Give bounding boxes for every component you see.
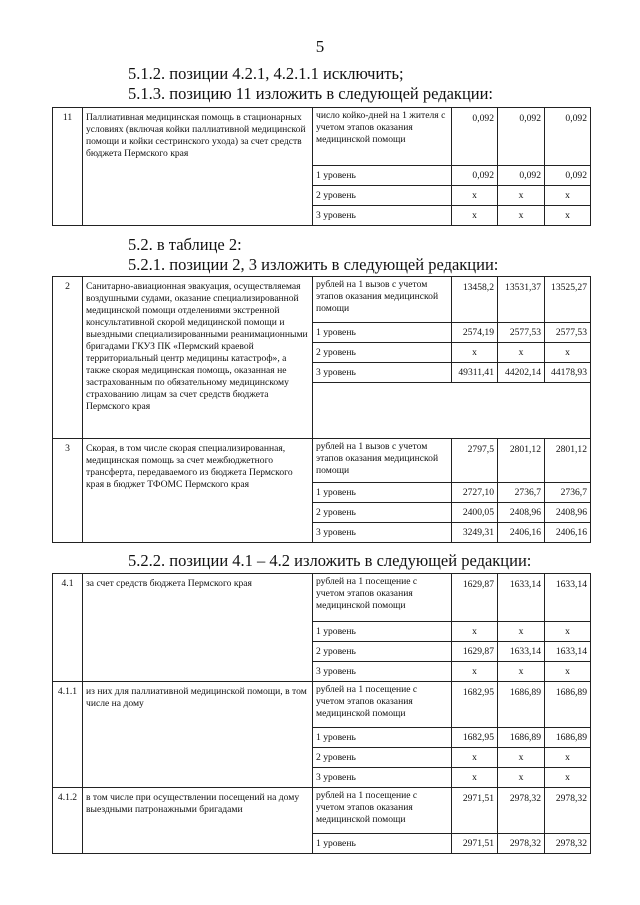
value-cell: х xyxy=(498,206,545,226)
heading-5-1-3: 5.1.3. позицию 11 изложить в следующей редакции: xyxy=(128,84,494,103)
value-cell: 2978,32 xyxy=(545,834,591,854)
row-number: 4.1 xyxy=(53,574,83,682)
value-cell: 2400,05 xyxy=(452,503,498,523)
level-label: 2 уровень xyxy=(313,186,452,206)
empty-cell xyxy=(313,383,591,439)
value-cell: 2406,16 xyxy=(545,523,591,543)
value-cell: х xyxy=(498,186,545,206)
table-row xyxy=(53,277,591,323)
value-cell: 0,092 xyxy=(452,166,498,186)
value-cell: х xyxy=(498,343,545,363)
heading-5-2-2: 5.2.2. позиции 4.1 – 4.2 изложить в следующей редакции: xyxy=(128,551,532,570)
table-row xyxy=(53,788,591,834)
value-cell: 2406,16 xyxy=(498,523,545,543)
value-cell: 3249,31 xyxy=(452,523,498,543)
value-cell: 1629,87 xyxy=(452,642,498,662)
heading-5-2-1: 5.2.1. позиции 2, 3 изложить в следующей редакции: xyxy=(128,255,499,274)
table-positions-2-3 xyxy=(52,276,591,543)
level-label: 1 уровень xyxy=(313,834,452,854)
unit-label: рублей на 1 вызов с учетом этапов оказания медицинской помощи xyxy=(313,439,452,483)
unit-label: число койко-дней на 1 жителя с учетом этапов оказания медицинской помощи xyxy=(313,108,452,166)
table-row xyxy=(53,108,591,166)
level-label: 3 уровень xyxy=(313,523,452,543)
value-cell: х xyxy=(498,622,545,642)
row-description: Скорая, в том числе скорая специализированная, медицинская помощь за счет межбюджетного трансферта, передаваемого из бюджета Пермского края в бюджет ТФОМС Пермского края xyxy=(83,439,313,543)
value-cell: х xyxy=(545,768,591,788)
value-cell: х xyxy=(545,343,591,363)
row-number: 3 xyxy=(53,439,83,543)
value-cell: 1633,14 xyxy=(545,574,591,622)
value-cell: 1629,87 xyxy=(452,574,498,622)
unit-label: рублей на 1 посещение с учетом этапов оказания медицинской помощи xyxy=(313,788,452,834)
level-label: 1 уровень xyxy=(313,166,452,186)
value-cell: 1633,14 xyxy=(545,642,591,662)
row-description: из них для паллиативной медицинской помощи, в том числе на дому xyxy=(83,682,313,788)
value-cell: 2978,32 xyxy=(498,834,545,854)
value-cell: 1682,95 xyxy=(452,728,498,748)
value-cell: х xyxy=(452,662,498,682)
value-cell: 2574,19 xyxy=(452,323,498,343)
row-number: 11 xyxy=(53,108,83,226)
level-label: 1 уровень xyxy=(313,323,452,343)
value-cell: 2801,12 xyxy=(498,439,545,483)
value-cell: 0,092 xyxy=(498,166,545,186)
value-cell: 1686,89 xyxy=(545,728,591,748)
level-label: 3 уровень xyxy=(313,768,452,788)
table-position-11 xyxy=(52,107,591,226)
value-cell: 13525,27 xyxy=(545,277,591,323)
value-cell: х xyxy=(545,622,591,642)
row-description: Санитарно-авиационная эвакуация, осуществляемая воздушными судами, оказание специализированной медицинской помощи отделениями экстренной консультативной скорой медицинской помощи и выездными специализированными реанимационными бригадами ГКУЗ ПК «Пермский краевой территориальный центр медицины катастроф», а также скорая медицинская помощь, оказанная не застрахованным по обязательному медицинскому страхованию лицам за счет средств бюджета Пермского края xyxy=(83,277,313,439)
level-label: 2 уровень xyxy=(313,503,452,523)
row-description: Паллиативная медицинская помощь в стационарных условиях (включая койки паллиативной медицинской помощи и койки сестринского ухода) за счет средств бюджета Пермского края xyxy=(83,108,313,226)
value-cell: х xyxy=(452,343,498,363)
level-label: 1 уровень xyxy=(313,483,452,503)
value-cell: х xyxy=(452,748,498,768)
value-cell: 13458,2 xyxy=(452,277,498,323)
value-cell: х xyxy=(452,206,498,226)
value-cell: 2577,53 xyxy=(498,323,545,343)
value-cell: 2797,5 xyxy=(452,439,498,483)
row-number: 4.1.2 xyxy=(53,788,83,854)
value-cell: 0,092 xyxy=(545,108,591,166)
value-cell: 2971,51 xyxy=(452,788,498,834)
value-cell: 2736,7 xyxy=(498,483,545,503)
value-cell: х xyxy=(498,748,545,768)
value-cell: 2736,7 xyxy=(545,483,591,503)
value-cell: 1682,95 xyxy=(452,682,498,728)
value-cell: х xyxy=(545,186,591,206)
value-cell: 2408,96 xyxy=(545,503,591,523)
value-cell: 2971,51 xyxy=(452,834,498,854)
value-cell: 44178,93 xyxy=(545,363,591,383)
row-description: в том числе при осуществлении посещений на дому выездными патронажными бригадами xyxy=(83,788,313,854)
level-label: 2 уровень xyxy=(313,748,452,768)
value-cell: 0,092 xyxy=(498,108,545,166)
value-cell: 1633,14 xyxy=(498,642,545,662)
level-label: 3 уровень xyxy=(313,363,452,383)
value-cell: 2577,53 xyxy=(545,323,591,343)
value-cell: 2408,96 xyxy=(498,503,545,523)
value-cell: 1686,89 xyxy=(545,682,591,728)
table-positions-4-1 xyxy=(52,573,591,854)
heading-5-1-2: 5.1.2. позиции 4.2.1, 4.2.1.1 исключить; xyxy=(128,64,404,83)
value-cell: х xyxy=(452,186,498,206)
value-cell: 2727,10 xyxy=(452,483,498,503)
value-cell: 0,092 xyxy=(452,108,498,166)
value-cell: х xyxy=(452,622,498,642)
unit-label: рублей на 1 посещение с учетом этапов оказания медицинской помощи xyxy=(313,682,452,728)
value-cell: х xyxy=(498,768,545,788)
heading-5-2: 5.2. в таблице 2: xyxy=(128,235,242,254)
value-cell: 13531,37 xyxy=(498,277,545,323)
row-number: 2 xyxy=(53,277,83,439)
table-row xyxy=(53,439,591,483)
value-cell: 1686,89 xyxy=(498,682,545,728)
value-cell: 2801,12 xyxy=(545,439,591,483)
row-number: 4.1.1 xyxy=(53,682,83,788)
value-cell: 2978,32 xyxy=(545,788,591,834)
level-label: 3 уровень xyxy=(313,206,452,226)
row-description: за счет средств бюджета Пермского края xyxy=(83,574,313,682)
value-cell: х xyxy=(452,768,498,788)
value-cell: 44202,14 xyxy=(498,363,545,383)
value-cell: 0,092 xyxy=(545,166,591,186)
value-cell: 1633,14 xyxy=(498,574,545,622)
level-label: 3 уровень xyxy=(313,662,452,682)
page-number: 5 xyxy=(315,37,325,56)
level-label: 1 уровень xyxy=(313,622,452,642)
table-row xyxy=(53,682,591,728)
level-label: 1 уровень xyxy=(313,728,452,748)
value-cell: 2978,32 xyxy=(498,788,545,834)
level-label: 2 уровень xyxy=(313,642,452,662)
value-cell: х xyxy=(545,748,591,768)
value-cell: х xyxy=(545,662,591,682)
level-label: 2 уровень xyxy=(313,343,452,363)
unit-label: рублей на 1 вызов с учетом этапов оказания медицинской помощи xyxy=(313,277,452,323)
table-row xyxy=(53,574,591,622)
value-cell: 1686,89 xyxy=(498,728,545,748)
value-cell: 49311,41 xyxy=(452,363,498,383)
value-cell: х xyxy=(545,206,591,226)
value-cell: х xyxy=(498,662,545,682)
unit-label: рублей на 1 посещение с учетом этапов оказания медицинской помощи xyxy=(313,574,452,622)
